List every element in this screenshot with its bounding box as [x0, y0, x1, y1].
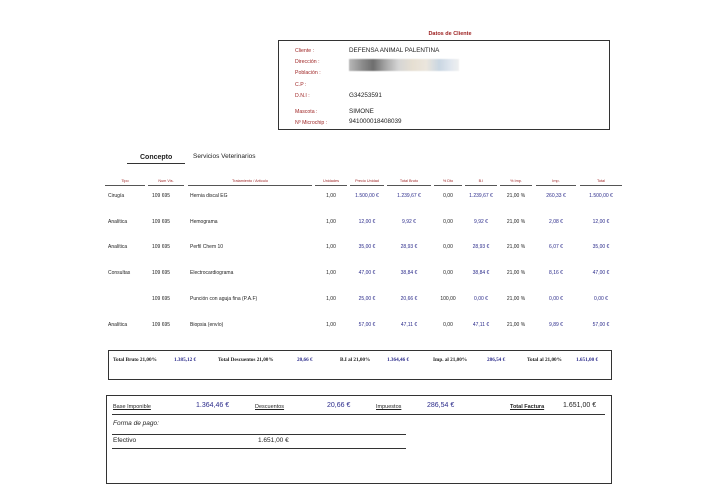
- redacted-address: [349, 59, 459, 71]
- cell-dto: 0,00: [443, 193, 453, 199]
- cell-dto: 0,00: [443, 270, 453, 276]
- payment-divider: [112, 434, 406, 435]
- cell-imp: 260,33 €: [546, 193, 566, 199]
- payment-method-label: Forma de pago:: [113, 420, 159, 427]
- header-precio-unidad: Precio Unidad: [355, 179, 379, 183]
- header-divider: [465, 185, 497, 186]
- client-value: DEFENSA ANIMAL PALENTINA: [349, 47, 440, 54]
- cell-precio-unidad: 1.500,00 €: [355, 193, 379, 199]
- bi-value: 1.364,46 €: [387, 357, 410, 363]
- descuentos-label: Descuentos: [255, 404, 285, 410]
- cell-imp: 2,08 €: [549, 219, 563, 225]
- total-descuentos-label: Total Descuentos 21,00%: [218, 357, 274, 363]
- header-divider: [350, 185, 384, 186]
- cell-tipo: Analítica: [108, 322, 128, 328]
- header-divider: [315, 185, 347, 186]
- impuestos-label: Impuestos: [376, 404, 402, 410]
- cell-total-bruto: 20,66 €: [400, 296, 418, 302]
- cell-total: 0,00 €: [594, 296, 608, 302]
- cell-total-bruto: 38,84 €: [400, 270, 418, 276]
- cell-bi: 1.239,67 €: [469, 193, 493, 199]
- dni-value: G34253591: [349, 92, 382, 99]
- imp-value: 286,54 €: [487, 357, 506, 363]
- cash-label: Efectivo: [113, 437, 137, 444]
- address-label: Dirección :: [295, 59, 320, 65]
- cell-tipo: Consultas: [108, 270, 131, 276]
- total-bruto-label: Total Bruto 21,00%: [113, 357, 157, 363]
- concept-label: Concepto: [140, 154, 173, 161]
- cell-precio-unidad: 57,00 €: [358, 322, 376, 328]
- cell-bi: 0,00 €: [474, 296, 488, 302]
- cell-tratamiento: Biopsia (envío): [190, 322, 224, 328]
- cell-tratamiento: Punción con aguja fina (P.A.F): [190, 296, 258, 302]
- cell-bi: 28,93 €: [472, 244, 490, 250]
- header-divider: [387, 185, 431, 186]
- client-label: Cliente :: [295, 48, 315, 54]
- totals-box: [108, 350, 612, 380]
- base-imponible-label: Base Imponible: [113, 404, 151, 410]
- concept-value: Servicios Veterinarios: [193, 153, 256, 160]
- header-total-bruto: Total Bruto: [399, 179, 419, 183]
- cell-dto: 100,00: [440, 296, 456, 302]
- header-divider: [500, 185, 532, 186]
- header-tratamiento: Tratamiento / Artículo: [232, 179, 268, 183]
- cell-num-vis: 109 695: [152, 244, 171, 250]
- header-divider: [434, 185, 462, 186]
- total-bruto-value: 1.385,12 €: [174, 357, 197, 363]
- cell-unidades: 1,00: [326, 193, 336, 199]
- header-total: Total: [596, 179, 606, 183]
- cell-pct-imp: 21,00 %: [506, 322, 526, 328]
- cell-tratamiento: Hernia discal EG: [190, 193, 228, 199]
- cell-unidades: 1,00: [326, 219, 336, 225]
- cell-tipo: Analítica: [108, 244, 128, 250]
- cell-dto: 0,00: [443, 322, 453, 328]
- cell-unidades: 1,00: [326, 270, 336, 276]
- pet-label: Mascota :: [295, 109, 318, 115]
- cell-tratamiento: Perfil Chem 10: [190, 244, 224, 250]
- cell-total-bruto: 9,92 €: [402, 219, 416, 225]
- header-num-vis: Num Vis.: [158, 179, 174, 183]
- total-factura-value: 1.651,00 €: [563, 402, 597, 409]
- cell-num-vis: 109 695: [152, 322, 171, 328]
- cell-num-vis: 109 695: [152, 219, 171, 225]
- header-divider: [148, 185, 184, 186]
- cash-value: 1.651,00 €: [258, 437, 289, 444]
- header-divider: [188, 185, 312, 186]
- cell-num-vis: 109 695: [152, 193, 171, 199]
- cell-pct-imp: 21,00 %: [506, 219, 526, 225]
- cell-tipo: Analítica: [108, 219, 128, 225]
- cell-imp: 0,00 €: [549, 296, 563, 302]
- pet-value: SIMONE: [349, 108, 374, 115]
- cell-num-vis: 109 695: [152, 296, 171, 302]
- postal-code-label: C.P :: [295, 82, 307, 88]
- cell-pct-imp: 21,00 %: [506, 270, 526, 276]
- cell-total-bruto: 28,93 €: [400, 244, 418, 250]
- city-label: Población :: [295, 70, 321, 76]
- header-pct-imp: % Imp.: [510, 179, 522, 183]
- cell-precio-unidad: 25,00 €: [358, 296, 376, 302]
- cell-total: 35,00 €: [592, 244, 610, 250]
- base-imponible-value: 1.364,46 €: [196, 402, 230, 409]
- header-divider: [105, 185, 145, 186]
- cell-dto: 0,00: [443, 219, 453, 225]
- imp-label: Imp. al 21,00%: [433, 357, 468, 363]
- cell-pct-imp: 21,00 %: [506, 244, 526, 250]
- cell-dto: 0,00: [443, 244, 453, 250]
- microchip-label: Nº Microchip :: [295, 120, 328, 126]
- bi-label: B.I al 21,00%: [340, 357, 371, 363]
- total-factura-label: Total Factura: [510, 404, 545, 410]
- cell-precio-unidad: 12,00 €: [358, 219, 376, 225]
- header-divider: [580, 185, 622, 186]
- cell-unidades: 1,00: [326, 244, 336, 250]
- header-dto: % Dto: [442, 179, 454, 183]
- cell-num-vis: 109 695: [152, 270, 171, 276]
- cell-bi: 47,11 €: [472, 322, 490, 328]
- cell-bi: 38,84 €: [472, 270, 490, 276]
- total-descuentos-value: 20,66 €: [297, 357, 313, 363]
- total-value: 1.651,00 €: [576, 357, 599, 363]
- header-imp: Imp.: [552, 179, 560, 183]
- header-tipo: Tipo: [121, 179, 129, 183]
- cell-tratamiento: Electrocardiograma: [190, 270, 234, 276]
- cell-tipo: Cirugía: [108, 193, 125, 199]
- cell-unidades: 1,00: [326, 296, 336, 302]
- cell-total-bruto: 47,11 €: [400, 322, 418, 328]
- cell-imp: 8,16 €: [549, 270, 563, 276]
- cell-pct-imp: 21,00 %: [506, 296, 526, 302]
- summary-divider: [112, 414, 605, 415]
- cell-imp: 9,89 €: [549, 322, 563, 328]
- cell-precio-unidad: 47,00 €: [358, 270, 376, 276]
- cell-total-bruto: 1.239,67 €: [397, 193, 421, 199]
- payment-bottom-divider: [112, 448, 406, 449]
- header-divider: [536, 185, 576, 186]
- cell-total: 1.500,00 €: [589, 193, 613, 199]
- cell-total: 57,00 €: [592, 322, 610, 328]
- dni-label: D.N.I :: [295, 93, 310, 99]
- cell-imp: 6,07 €: [549, 244, 563, 250]
- descuentos-value: 20,66 €: [327, 402, 351, 409]
- client-section-title: Datos de Cliente: [428, 31, 472, 37]
- concept-underline: [127, 163, 185, 164]
- impuestos-value: 286,54 €: [427, 402, 455, 409]
- cell-bi: 9,92 €: [474, 219, 488, 225]
- header-bi: B.I: [478, 179, 484, 183]
- header-unidades: Unidades: [322, 179, 340, 183]
- client-info-box: [278, 40, 610, 130]
- cell-precio-unidad: 35,00 €: [358, 244, 376, 250]
- cell-unidades: 1,00: [326, 322, 336, 328]
- cell-total: 12,00 €: [592, 219, 610, 225]
- cell-pct-imp: 21,00 %: [506, 193, 526, 199]
- total-label: Total al 21,00%: [527, 357, 562, 363]
- cell-tratamiento: Hemograma: [190, 219, 218, 225]
- cell-total: 47,00 €: [592, 270, 610, 276]
- microchip-value: 941000018408039: [349, 118, 402, 125]
